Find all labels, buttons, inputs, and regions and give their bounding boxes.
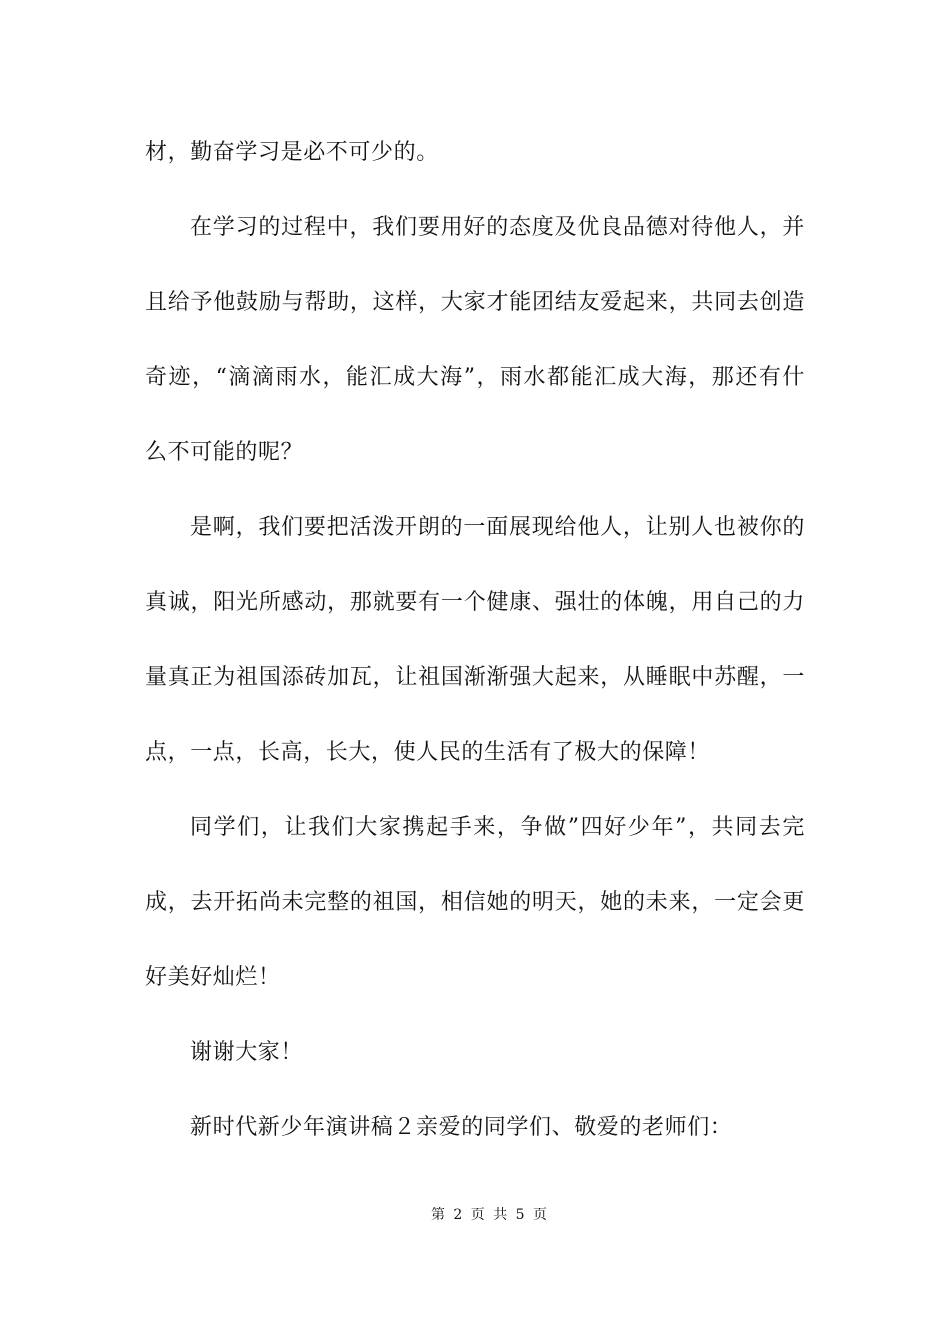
- paragraph-line: 谢谢大家！: [190, 1040, 304, 1065]
- page-number-footer: 第 2 页 共 5 页: [430, 1207, 550, 1223]
- paragraph-line: 且给予他鼓励与帮助，这样，大家才能团结友爱起来，共同去创造: [145, 290, 805, 315]
- paragraph-line: 么不可能的呢？: [145, 440, 304, 465]
- paragraph-line: 是啊，我们要把活泼开朗的一面展现给他人，让别人也被你的: [190, 515, 805, 540]
- paragraph-line: 同学们，让我们大家携起手来，争做”四好少年”，共同去完: [190, 815, 805, 840]
- paragraph-line: 点，一点，长高，长大，使人民的生活有了极大的保障！: [145, 740, 711, 765]
- paragraph-line: 奇迹，“滴滴雨水，能汇成大海”，雨水都能汇成大海，那还有什: [145, 365, 805, 390]
- paragraph-line: 量真正为祖国添砖加瓦，让祖国渐渐强大起来，从睡眠中苏醒，一: [145, 665, 805, 690]
- paragraph-line: 成，去开拓尚未完整的祖国，相信她的明天，她的未来，一定会更: [145, 890, 805, 915]
- paragraph-line: 真诚，阳光所感动，那就要有一个健康、强壮的体魄，用自己的力: [145, 590, 805, 615]
- paragraph-line: 好美好灿烂！: [145, 965, 281, 990]
- paragraph-line: 材，勤奋学习是必不可少的。: [145, 140, 439, 165]
- paragraph-line: 新时代新少年演讲稿２亲爱的同学们、敬爱的老师们：: [190, 1115, 733, 1140]
- paragraph-line: 在学习的过程中，我们要用好的态度及优良品德对待他人，并: [190, 215, 805, 240]
